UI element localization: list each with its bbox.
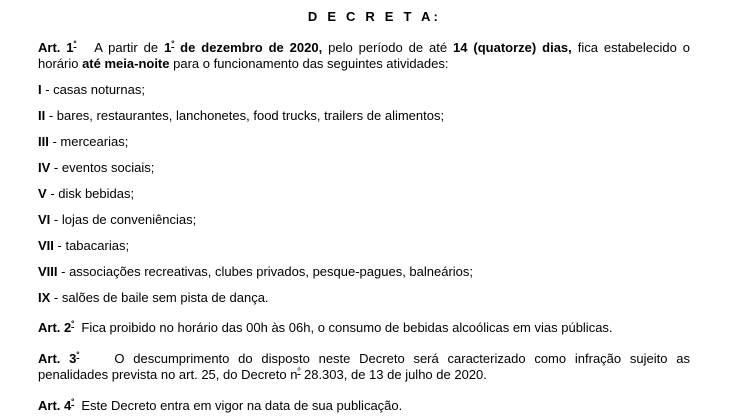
art1-line1: [38, 40, 690, 56]
art4-text: Este Decreto entra em vigor na data de sua publicação.: [81, 398, 403, 413]
list-item: IX - salões de baile sem pista de dança.: [38, 290, 269, 305]
decree-heading: D E C R E T A:: [307, 9, 442, 24]
list-item: III - mercearias;: [38, 134, 129, 149]
art1-label: Art. $1^º$: [38, 39, 77, 55]
list-item: VI - lojas de conveniências;: [38, 212, 197, 227]
art3-line1: [38, 351, 690, 367]
list-item: I - casas noturnas;: [38, 82, 145, 97]
list-item: VII - tabacarias;: [38, 238, 130, 253]
art2-label: Art. $2^º$: [38, 319, 75, 335]
list-item: IV - eventos sociais;: [38, 160, 155, 175]
art1-line2-c: para o funcionamento das seguintes atividades:: [169, 56, 449, 71]
art4-label: Art. $4^º$: [38, 397, 75, 413]
art2: [38, 320, 613, 336]
art3-label: Art. $3^º$: [38, 350, 80, 366]
art1-text-b: pelo período de até: [322, 40, 454, 55]
art1-line2-b: até meia-noite: [82, 56, 170, 71]
art1-days: 14 (quatorze) dias,: [453, 40, 572, 55]
list-item: V - disk bebidas;: [38, 186, 135, 201]
art3-text: O descumprimento do disposto neste Decreto será caracterizado como infração sujeito as: [114, 351, 690, 366]
art3-line2: penalidades prevista no art. 25, do Decreto $n^º$ 28.303, de 13 de julho de 2020.: [38, 366, 487, 382]
art1-line2: [38, 56, 448, 72]
art1-text-c: fica estabelecido o: [571, 40, 691, 55]
art2-text: Fica proibido no horário das 00h às 06h, o consumo de bebidas alcoólicas em vias públicas.: [81, 320, 613, 335]
list-item: II - bares, restaurantes, lanchonetes, food trucks, trailers de alimentos;: [38, 108, 445, 123]
art4: [38, 398, 402, 414]
art1-text-a: A partir de: [94, 40, 165, 55]
art1-line2-a: horário: [38, 56, 83, 71]
art1-date: $1^º$ de dezembro de 2020,: [164, 39, 323, 55]
list-item: VIII - associações recreativas, clubes privados, pesque-pagues, balneários;: [38, 264, 474, 279]
